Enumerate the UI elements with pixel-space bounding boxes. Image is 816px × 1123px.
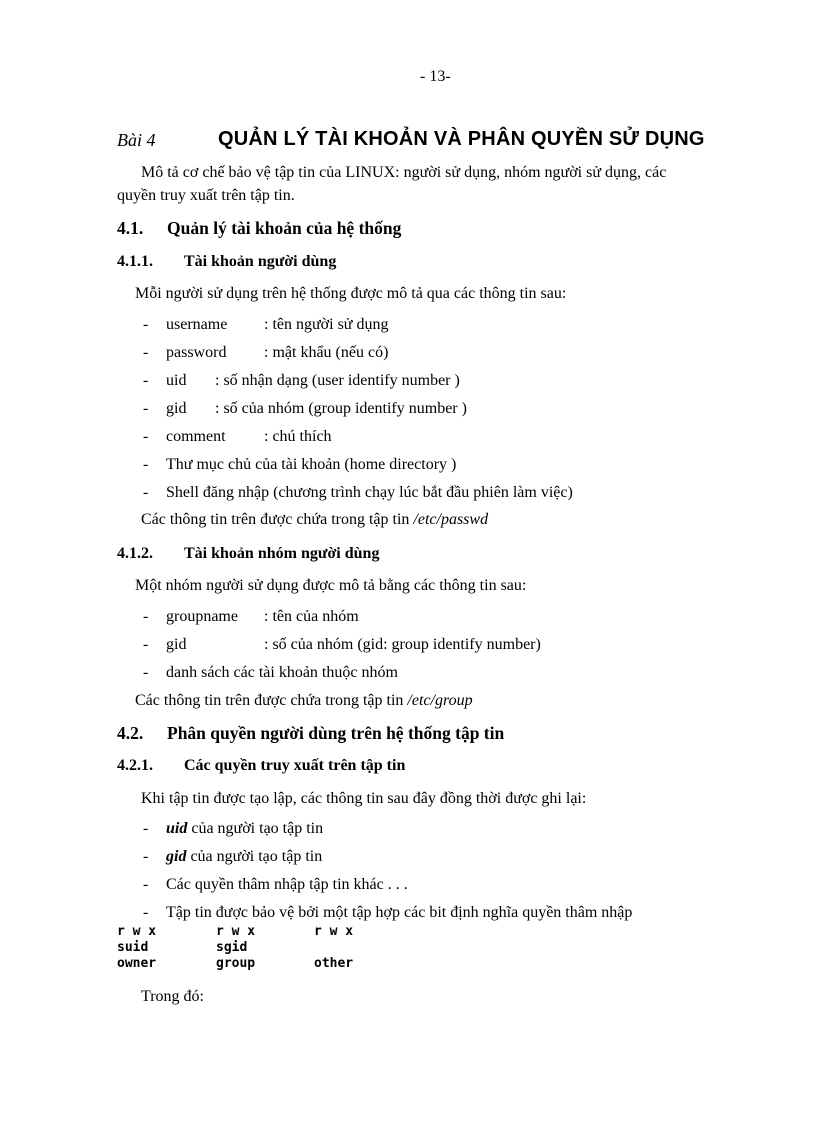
section-4-2-number: 4.2. (117, 723, 144, 743)
list-dash: - (143, 428, 149, 445)
section-4-1-2-lead: Một nhóm người sử dụng được mô tả bằng các thông tin sau: (135, 577, 527, 594)
group-note-prefix: Các thông tin trên được chứa trong tập tin (135, 692, 408, 709)
list-item-term: uid (166, 372, 187, 389)
passwd-note-prefix: Các thông tin trên được chứa trong tập tin (141, 511, 414, 528)
trailing-text: Trong đó: (141, 988, 204, 1005)
list-item-desc: : chú thích (264, 428, 332, 445)
list-item-desc: : mật khẩu (nếu có) (264, 344, 389, 361)
passwd-file-path: /etc/passwd (413, 511, 489, 528)
list-dash: - (143, 904, 149, 921)
list-item-desc: : tên người sử dụng (264, 316, 389, 333)
list-item-term: password (166, 344, 227, 361)
perm-owner-label: owner (117, 956, 157, 971)
list-dash: - (143, 664, 149, 681)
group-note (135, 692, 473, 710)
perm-group-bits: r w x (216, 924, 256, 939)
list-item-term: gid (166, 636, 187, 653)
section-4-1-2-title: Tài khoản nhóm người dùng (184, 545, 380, 562)
list-item-term: username (166, 316, 228, 333)
list-item-desc: : số của nhóm (gid: group identify number) (264, 636, 541, 653)
list-item: Tập tin được bảo vệ bởi một tập hợp các bit định nghĩa quyền thâm nhập (166, 904, 633, 921)
perm-other-label: other (314, 956, 354, 971)
list-item-term: gid (166, 400, 187, 417)
section-4-1-2-number: 4.1.2. (117, 545, 153, 562)
section-4-2-1-lead: Khi tập tin được tạo lập, các thông tin sau đây đồng thời được ghi lại: (141, 790, 587, 807)
list-dash: - (143, 608, 149, 625)
list-item: Thư mục chủ của tài khoản (home directory ) (166, 456, 457, 473)
list-item: danh sách các tài khoản thuộc nhóm (166, 664, 398, 681)
perm-sgid-label: sgid (216, 940, 248, 955)
section-4-1-1-lead: Mỗi người sử dụng trên hệ thống được mô tả qua các thông tin sau: (135, 285, 567, 302)
list-item (166, 820, 323, 838)
perm-group-label: group (216, 956, 256, 971)
section-4-1-1-title: Tài khoản người dùng (184, 253, 337, 270)
uid-term: uid (166, 820, 188, 837)
section-4-2-1-number: 4.2.1. (117, 757, 153, 774)
section-4-1-title: Quản lý tài khoản của hệ thống (167, 218, 402, 238)
list-item: Shell đăng nhập (chương trình chạy lúc bắt đầu phiên làm việc) (166, 484, 573, 501)
group-file-path: /etc/group (407, 692, 473, 709)
intro-line-2: quyền truy xuất trên tập tin. (117, 187, 295, 204)
list-dash: - (143, 484, 149, 501)
list-item-term: groupname (166, 608, 238, 625)
section-4-1-number: 4.1. (117, 218, 144, 238)
list-dash: - (143, 400, 149, 417)
perm-owner-bits: r w x (117, 924, 157, 939)
list-item-desc: : tên của nhóm (264, 608, 359, 625)
list-dash: - (143, 372, 149, 389)
list-dash: - (143, 820, 149, 837)
list-item: Các quyền thâm nhập tập tin khác . . . (166, 876, 408, 893)
uid-desc: của người tạo tập tin (187, 820, 324, 837)
list-dash: - (143, 876, 149, 893)
list-dash: - (143, 636, 149, 653)
page-number: - 13- (420, 68, 451, 85)
list-item-desc: : số nhận dạng (user identify number ) (215, 372, 460, 389)
list-item-desc: : số của nhóm (group identify number ) (215, 400, 467, 417)
gid-term: gid (166, 848, 187, 865)
perm-other-bits: r w x (314, 924, 354, 939)
gid-desc: của người tạo tập tin (186, 848, 323, 865)
page-title: QUẢN LÝ TÀI KHOẢN VÀ PHÂN QUYỀN SỬ DỤNG (218, 128, 705, 150)
list-dash: - (143, 316, 149, 333)
section-4-2-1-title: Các quyền truy xuất trên tập tin (184, 757, 406, 774)
section-4-1-1-number: 4.1.1. (117, 253, 153, 270)
section-4-2-title: Phân quyền người dùng trên hệ thống tập tin (167, 723, 505, 743)
list-dash: - (143, 848, 149, 865)
passwd-note (141, 511, 488, 529)
lesson-label: Bài 4 (117, 130, 156, 150)
list-item (166, 848, 322, 866)
list-dash: - (143, 456, 149, 473)
list-dash: - (143, 344, 149, 361)
list-item-term: comment (166, 428, 226, 445)
perm-suid-label: suid (117, 940, 149, 955)
intro-line-1: Mô tả cơ chế bảo vệ tập tin của LINUX: người sử dụng, nhóm người sử dụng, các (141, 164, 667, 181)
